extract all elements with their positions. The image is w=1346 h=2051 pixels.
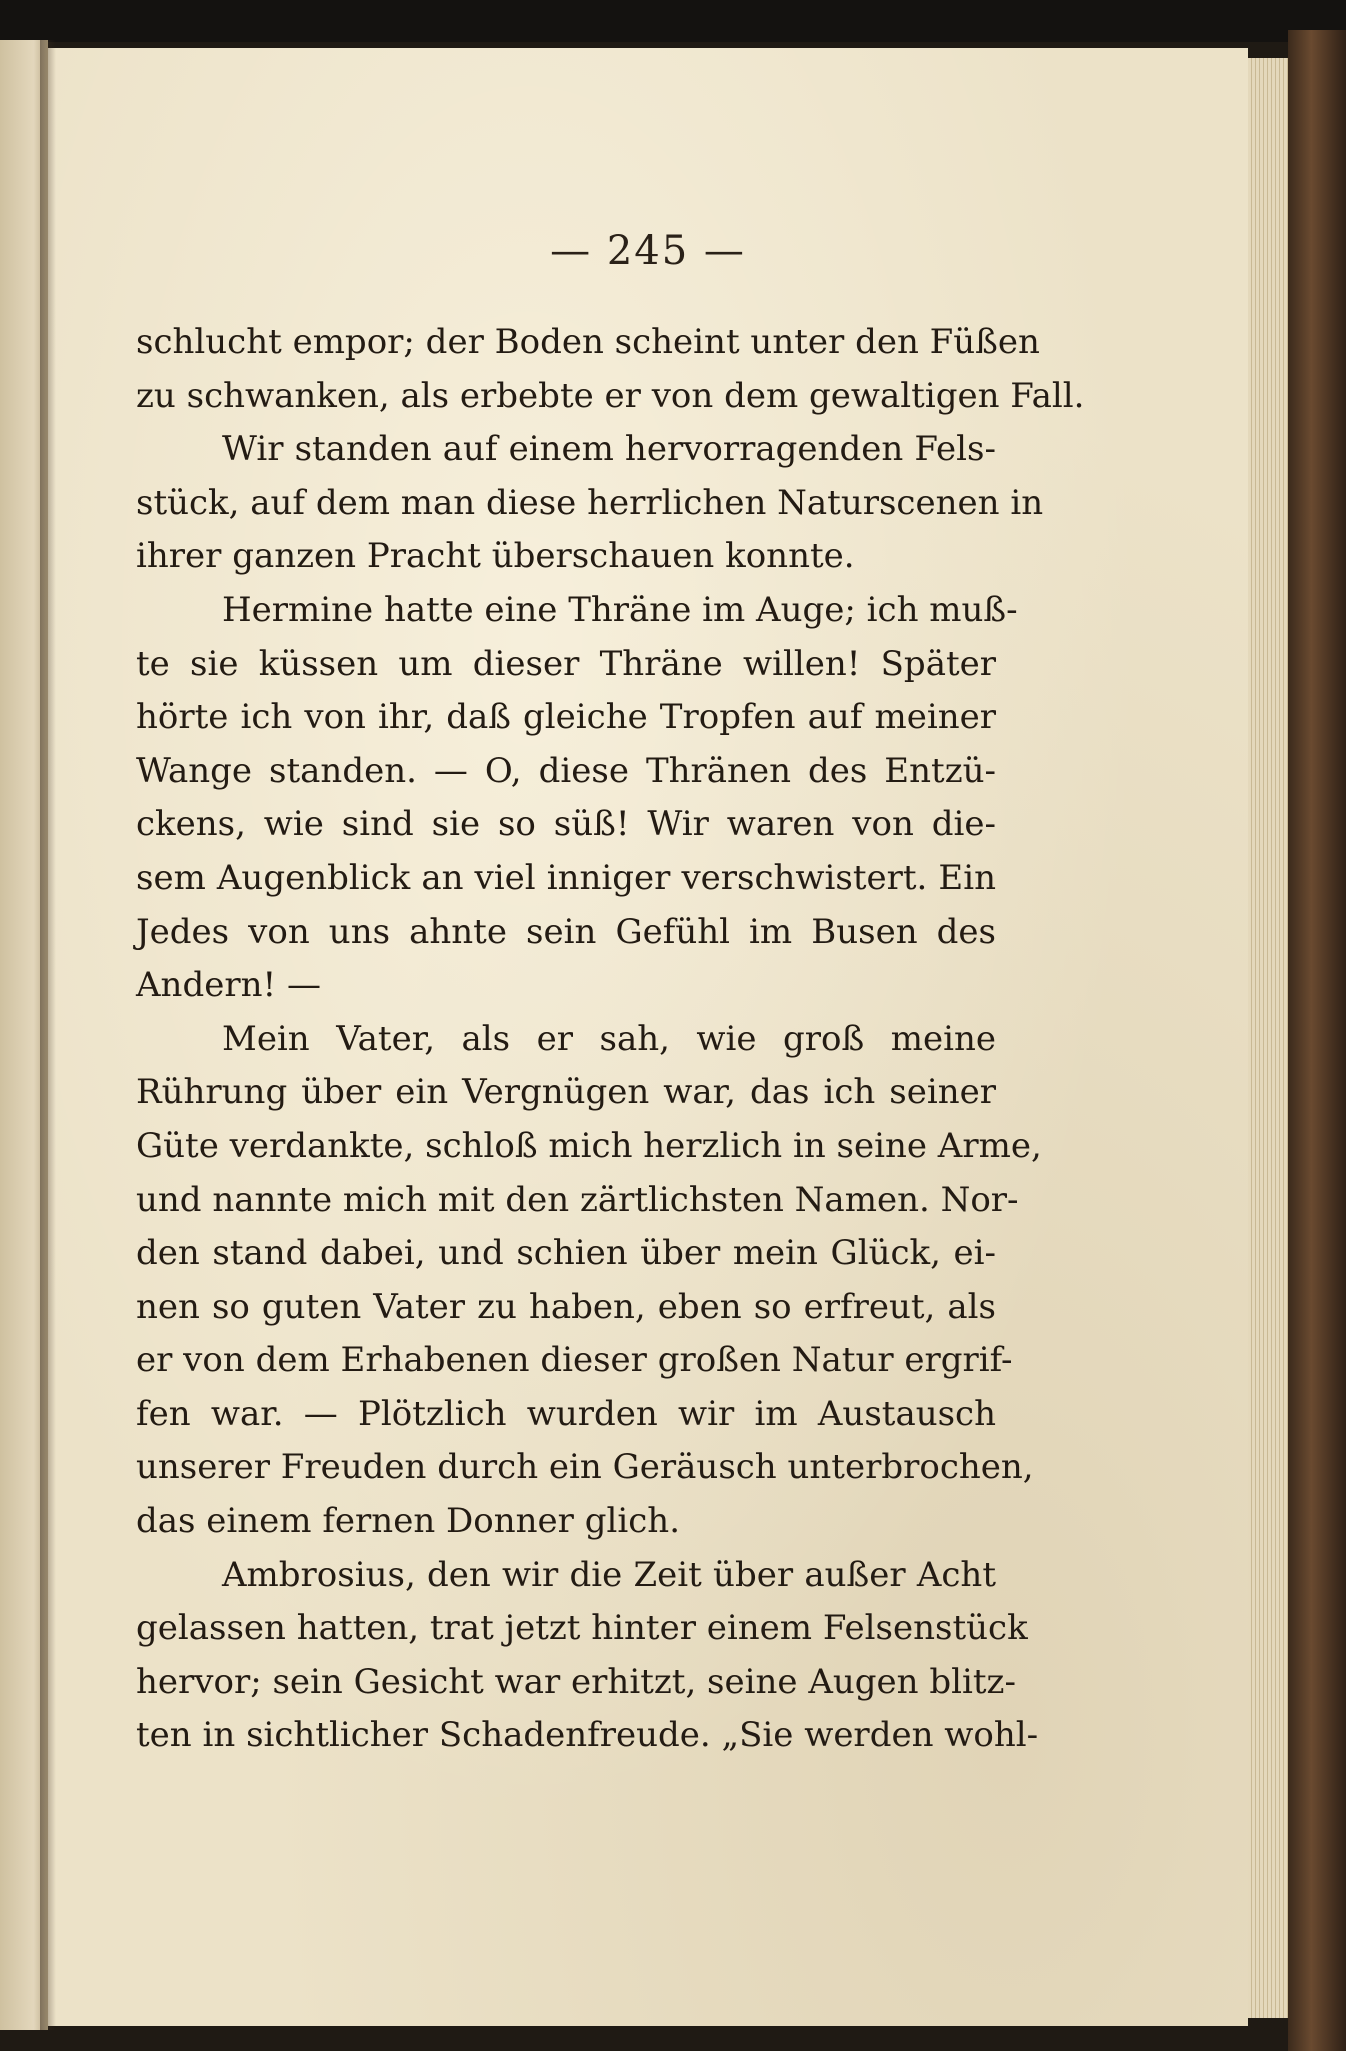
text-line: ihrer ganzen Pracht überschauen konnte.	[136, 536, 855, 577]
page-number-header: — 245 —	[550, 228, 746, 274]
body-text	[136, 316, 1085, 1763]
text-line: nen so guten Vater zu haben, eben so erfreut, als	[136, 1286, 996, 1327]
text-line: das einem fernen Donner glich.	[136, 1501, 680, 1542]
text-line: Andern! —	[136, 965, 321, 1006]
text-line: ckens, wie sind sie so süß! Wir waren von die-	[136, 804, 996, 845]
text-line: fen war. — Plötzlich wurden wir im Austausch	[136, 1393, 996, 1434]
page-stack-edges	[1248, 58, 1288, 2018]
text-line: hörte ich von ihr, daß gleiche Tropfen auf meiner	[136, 697, 996, 738]
text-line: zu schwanken, als erbebte er von dem gewaltigen Fall.	[136, 375, 1085, 416]
text-line: gelassen hatten, trat jetzt hinter einem Felsenstück	[136, 1608, 1028, 1649]
text-line: te sie küssen um dieser Thräne willen! Später	[136, 643, 996, 684]
text-line: Wir standen auf einem hervorragenden Fels-	[222, 429, 996, 470]
spine-shadow	[40, 40, 56, 2030]
text-line: den stand dabei, und schien über mein Glück, ei-	[136, 1233, 996, 1274]
text-line: hervor; sein Gesicht war erhitzt, seine Augen blitz-	[136, 1661, 1016, 1702]
text-line: Güte verdankte, schloß mich herzlich in seine Arme,	[136, 1125, 1042, 1166]
text-line: Rührung über ein Vergnügen war, das ich seiner	[136, 1072, 996, 1113]
text-line: Mein Vater, als er sah, wie groß meine	[222, 1018, 996, 1059]
text-line: Hermine hatte eine Thräne im Auge; ich muß-	[222, 589, 1018, 630]
text-line: ten in sichtlicher Schadenfreude. „Sie werden wohl-	[136, 1715, 1039, 1756]
text-line: schlucht empor; der Boden scheint unter den Füßen	[136, 322, 1040, 362]
text-line: Wange standen. — O, diese Thränen des Entzü-	[136, 750, 996, 791]
text-line: und nannte mich mit den zärtlichsten Namen. Nor-	[136, 1179, 1019, 1220]
text-line: Ambrosius, den wir die Zeit über außer Acht	[222, 1554, 996, 1595]
text-line: stück, auf dem man diese herrlichen Naturscenen in	[136, 482, 1044, 523]
book-cover-top	[0, 0, 1346, 42]
text-line: Jedes von uns ahnte sein Gefühl im Busen des	[136, 911, 996, 952]
text-line: sem Augenblick an viel inniger verschwistert. Ein	[136, 857, 996, 898]
text-line: er von dem Erhabenen dieser großen Natur ergrif-	[136, 1340, 1013, 1381]
book-cover-right	[1288, 30, 1346, 2051]
text-line: unserer Freuden durch ein Geräusch unterbrochen,	[136, 1447, 1034, 1488]
